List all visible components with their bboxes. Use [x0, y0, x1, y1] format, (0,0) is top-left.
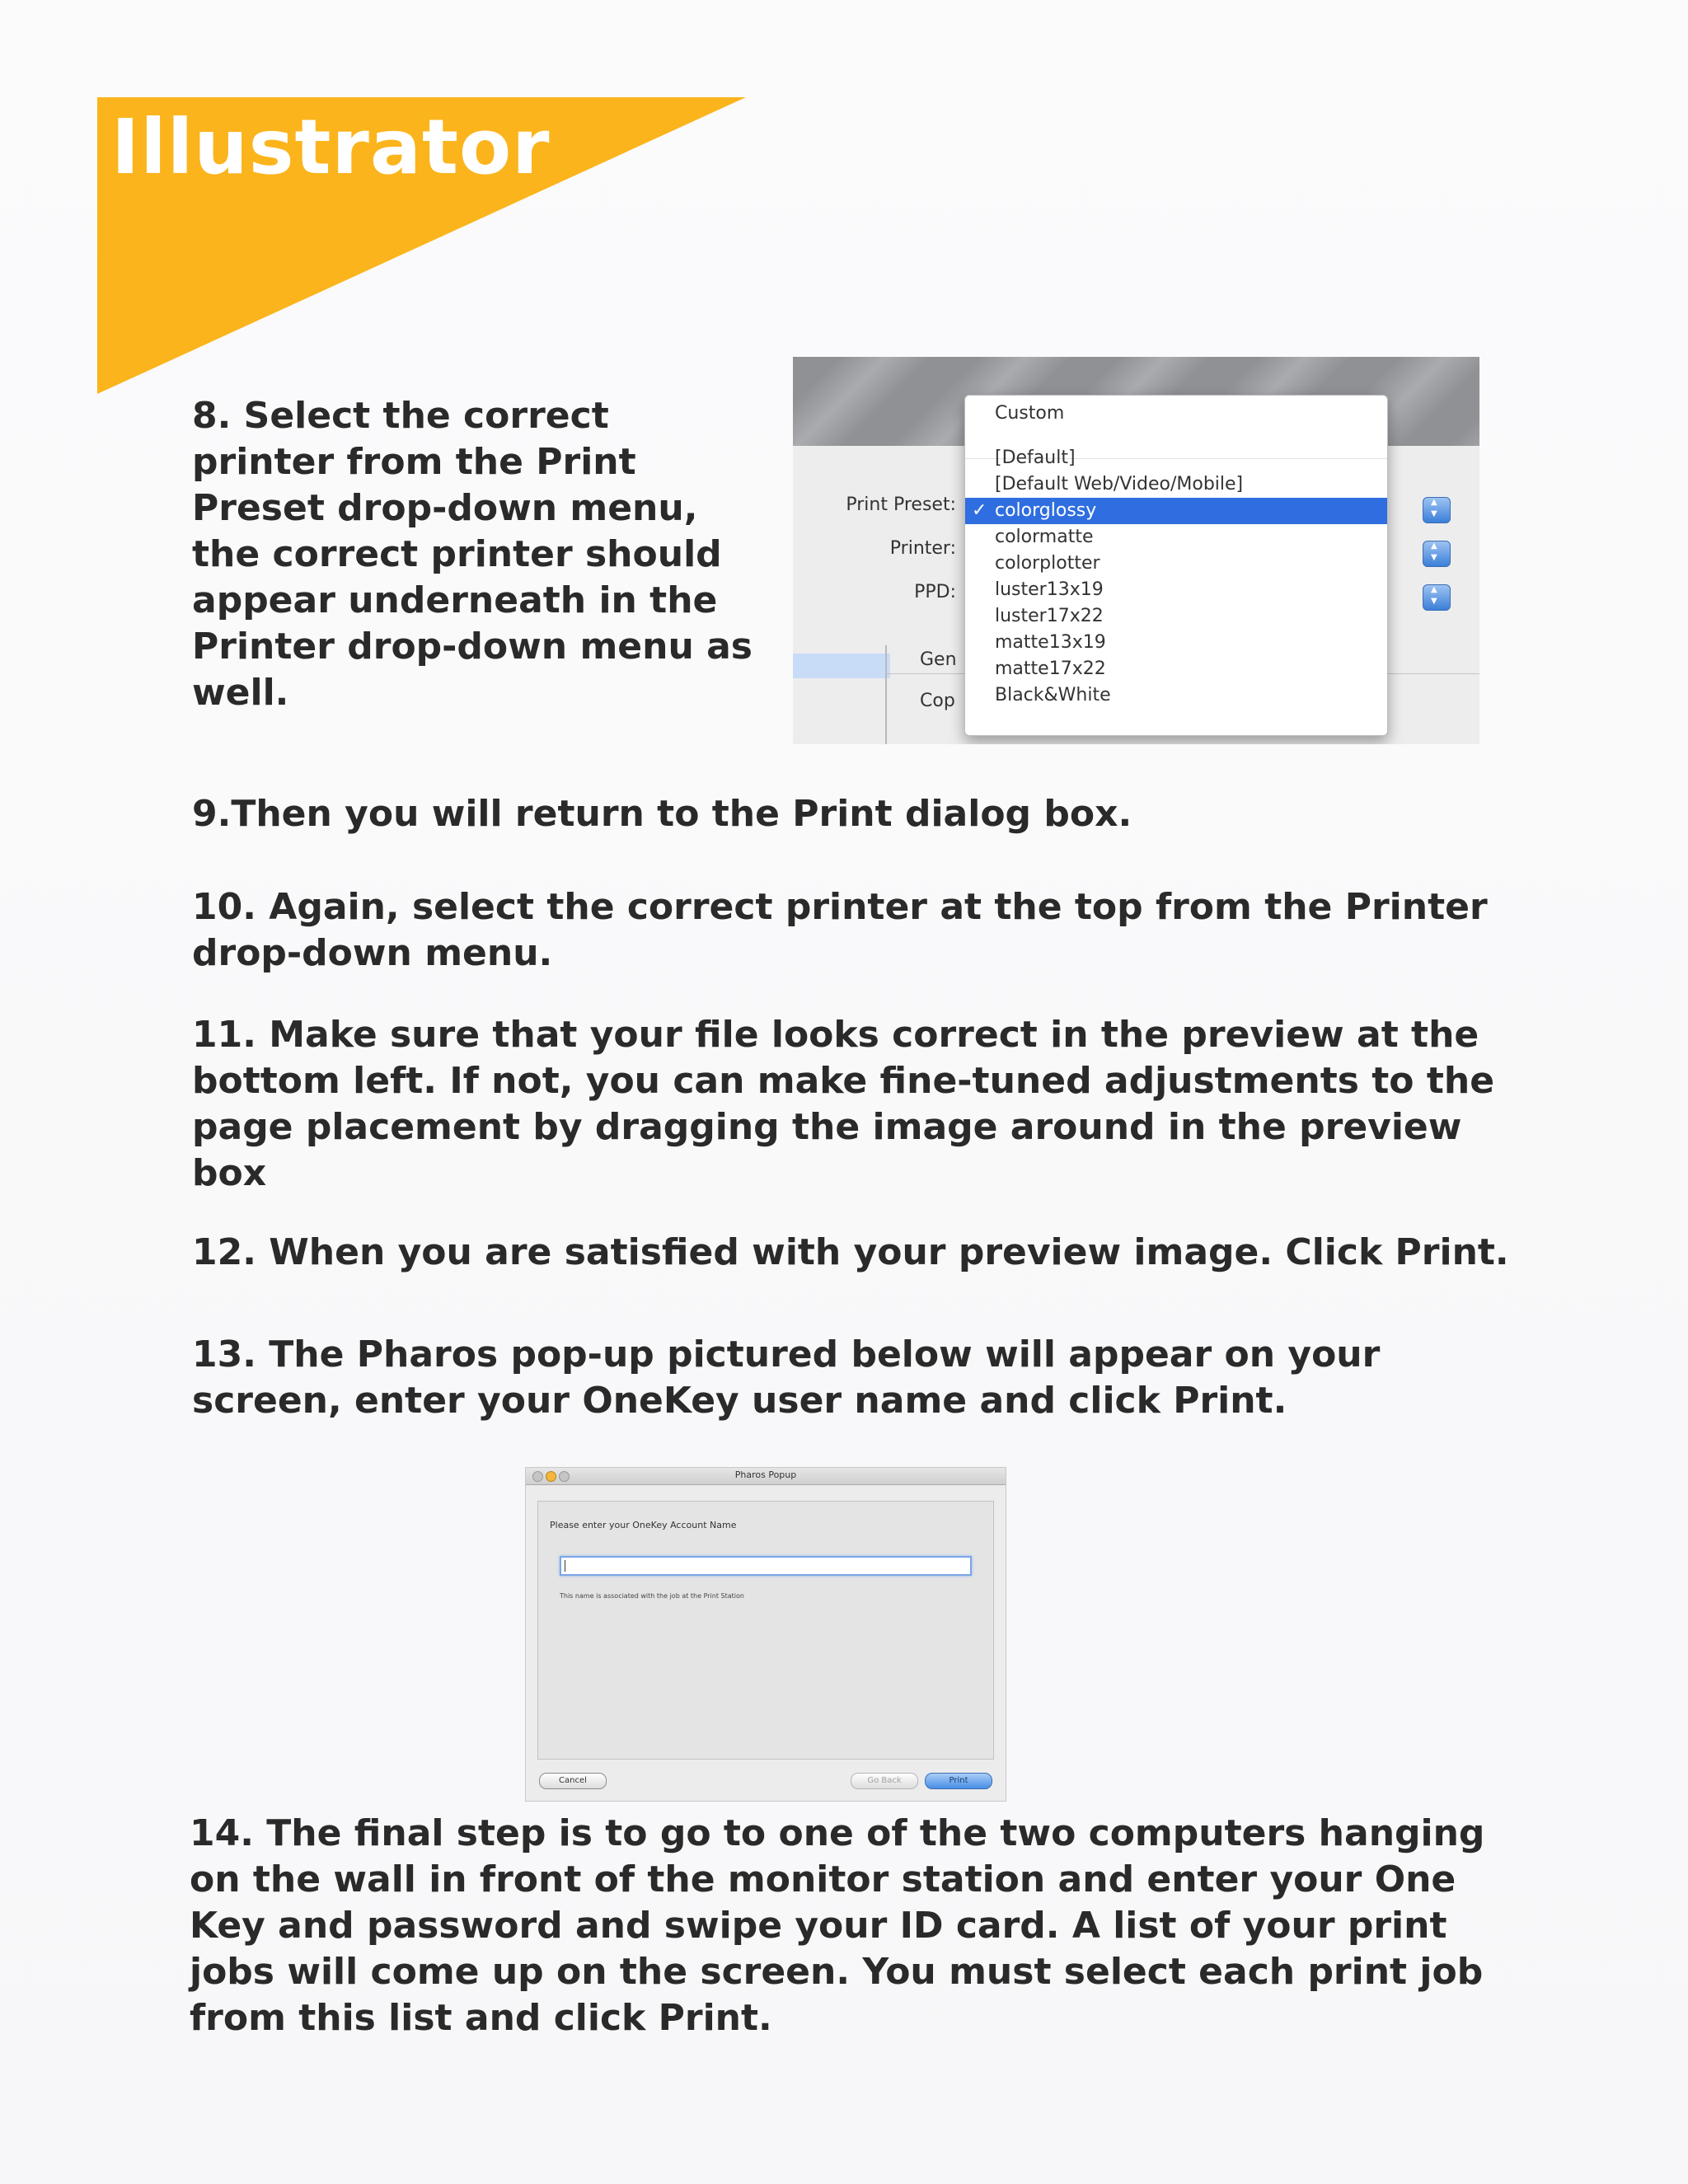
menu-item-default-web[interactable]: [Default Web/Video/Mobile]: [995, 474, 1244, 494]
step-9-text: 9.Then you will return to the Print dialog box.: [192, 793, 1132, 835]
ppd-label: PPD:: [914, 582, 956, 602]
dialog-divider: [885, 645, 887, 744]
popup-panel: [537, 1501, 994, 1760]
menu-item-default[interactable]: [Default]: [995, 448, 1076, 468]
menu-item-label: colorglossy: [995, 500, 1097, 521]
menu-item-colorglossy[interactable]: [965, 498, 1387, 524]
account-prompt: Please enter your OneKey Account Name: [550, 1520, 737, 1530]
copies-label: Cop: [920, 691, 955, 711]
print-button[interactable]: Print: [925, 1773, 992, 1789]
account-hint: This name is associated with the job at the Print Station: [560, 1592, 744, 1600]
menu-item-luster17x22[interactable]: luster17x22: [995, 606, 1104, 626]
print-preset-menu[interactable]: [964, 395, 1388, 736]
account-name-input[interactable]: [560, 1556, 972, 1576]
menu-item-matte17x22[interactable]: matte17x22: [995, 658, 1106, 679]
page-title: Illustrator: [111, 103, 551, 191]
menu-item-custom[interactable]: Custom: [995, 403, 1065, 424]
step-11-text: 11. Make sure that your file looks correct in the preview at the bottom left. If not, you can make fine-tuned adjustments to the page placement by dragging the image around in the preview box: [192, 1014, 1495, 1194]
menu-item-matte13x19[interactable]: matte13x19: [995, 632, 1106, 653]
menu-item-luster13x19[interactable]: luster13x19: [995, 579, 1104, 600]
window-title: Pharos Popup: [734, 1469, 797, 1480]
step-13-text: 13. The Pharos pop-up pictured below will appear on your screen, enter your OneKey user name and click Print.: [192, 1333, 1381, 1422]
step-8-text: 8. Select the correct printer from the Print Preset drop-down menu, the correct printer should appear underneath in the Printer drop-down menu as well.: [192, 395, 753, 714]
general-tab-label: Gen: [920, 649, 957, 670]
step-14-text: 14. The final step is to go to one of the two computers hanging on the wall in front of the monitor station and enter your One Key and password and swipe your ID card. A list of your print jobs will come up on the screen. You must select each print job from this list and click Print.: [190, 1812, 1485, 2039]
print-preset-screenshot: [793, 357, 1479, 744]
go-back-button[interactable]: Go Back: [851, 1773, 918, 1789]
pharos-popup-screenshot: [525, 1467, 1006, 1802]
printer-label: Printer:: [889, 538, 956, 559]
step-12-text: 12. When you are satisfied with your preview image. Click Print.: [192, 1231, 1509, 1273]
checkmark-icon: ✓: [972, 500, 987, 521]
dialog-sidebar: [793, 654, 890, 678]
menu-item-colorplotter[interactable]: colorplotter: [995, 553, 1100, 574]
print-preset-select-arrows[interactable]: [1423, 497, 1451, 523]
cancel-button[interactable]: Cancel: [539, 1773, 607, 1789]
window-titlebar: [526, 1468, 1006, 1485]
step-10-text: 10. Again, select the correct printer at the top from the Printer drop-down menu.: [192, 886, 1488, 974]
ppd-select-arrows[interactable]: [1423, 584, 1451, 611]
menu-item-colormatte[interactable]: colormatte: [995, 527, 1094, 547]
menu-item-black-white[interactable]: Black&White: [995, 685, 1111, 705]
printer-select-arrows[interactable]: [1423, 541, 1451, 567]
print-preset-label: Print Preset:: [846, 494, 956, 515]
